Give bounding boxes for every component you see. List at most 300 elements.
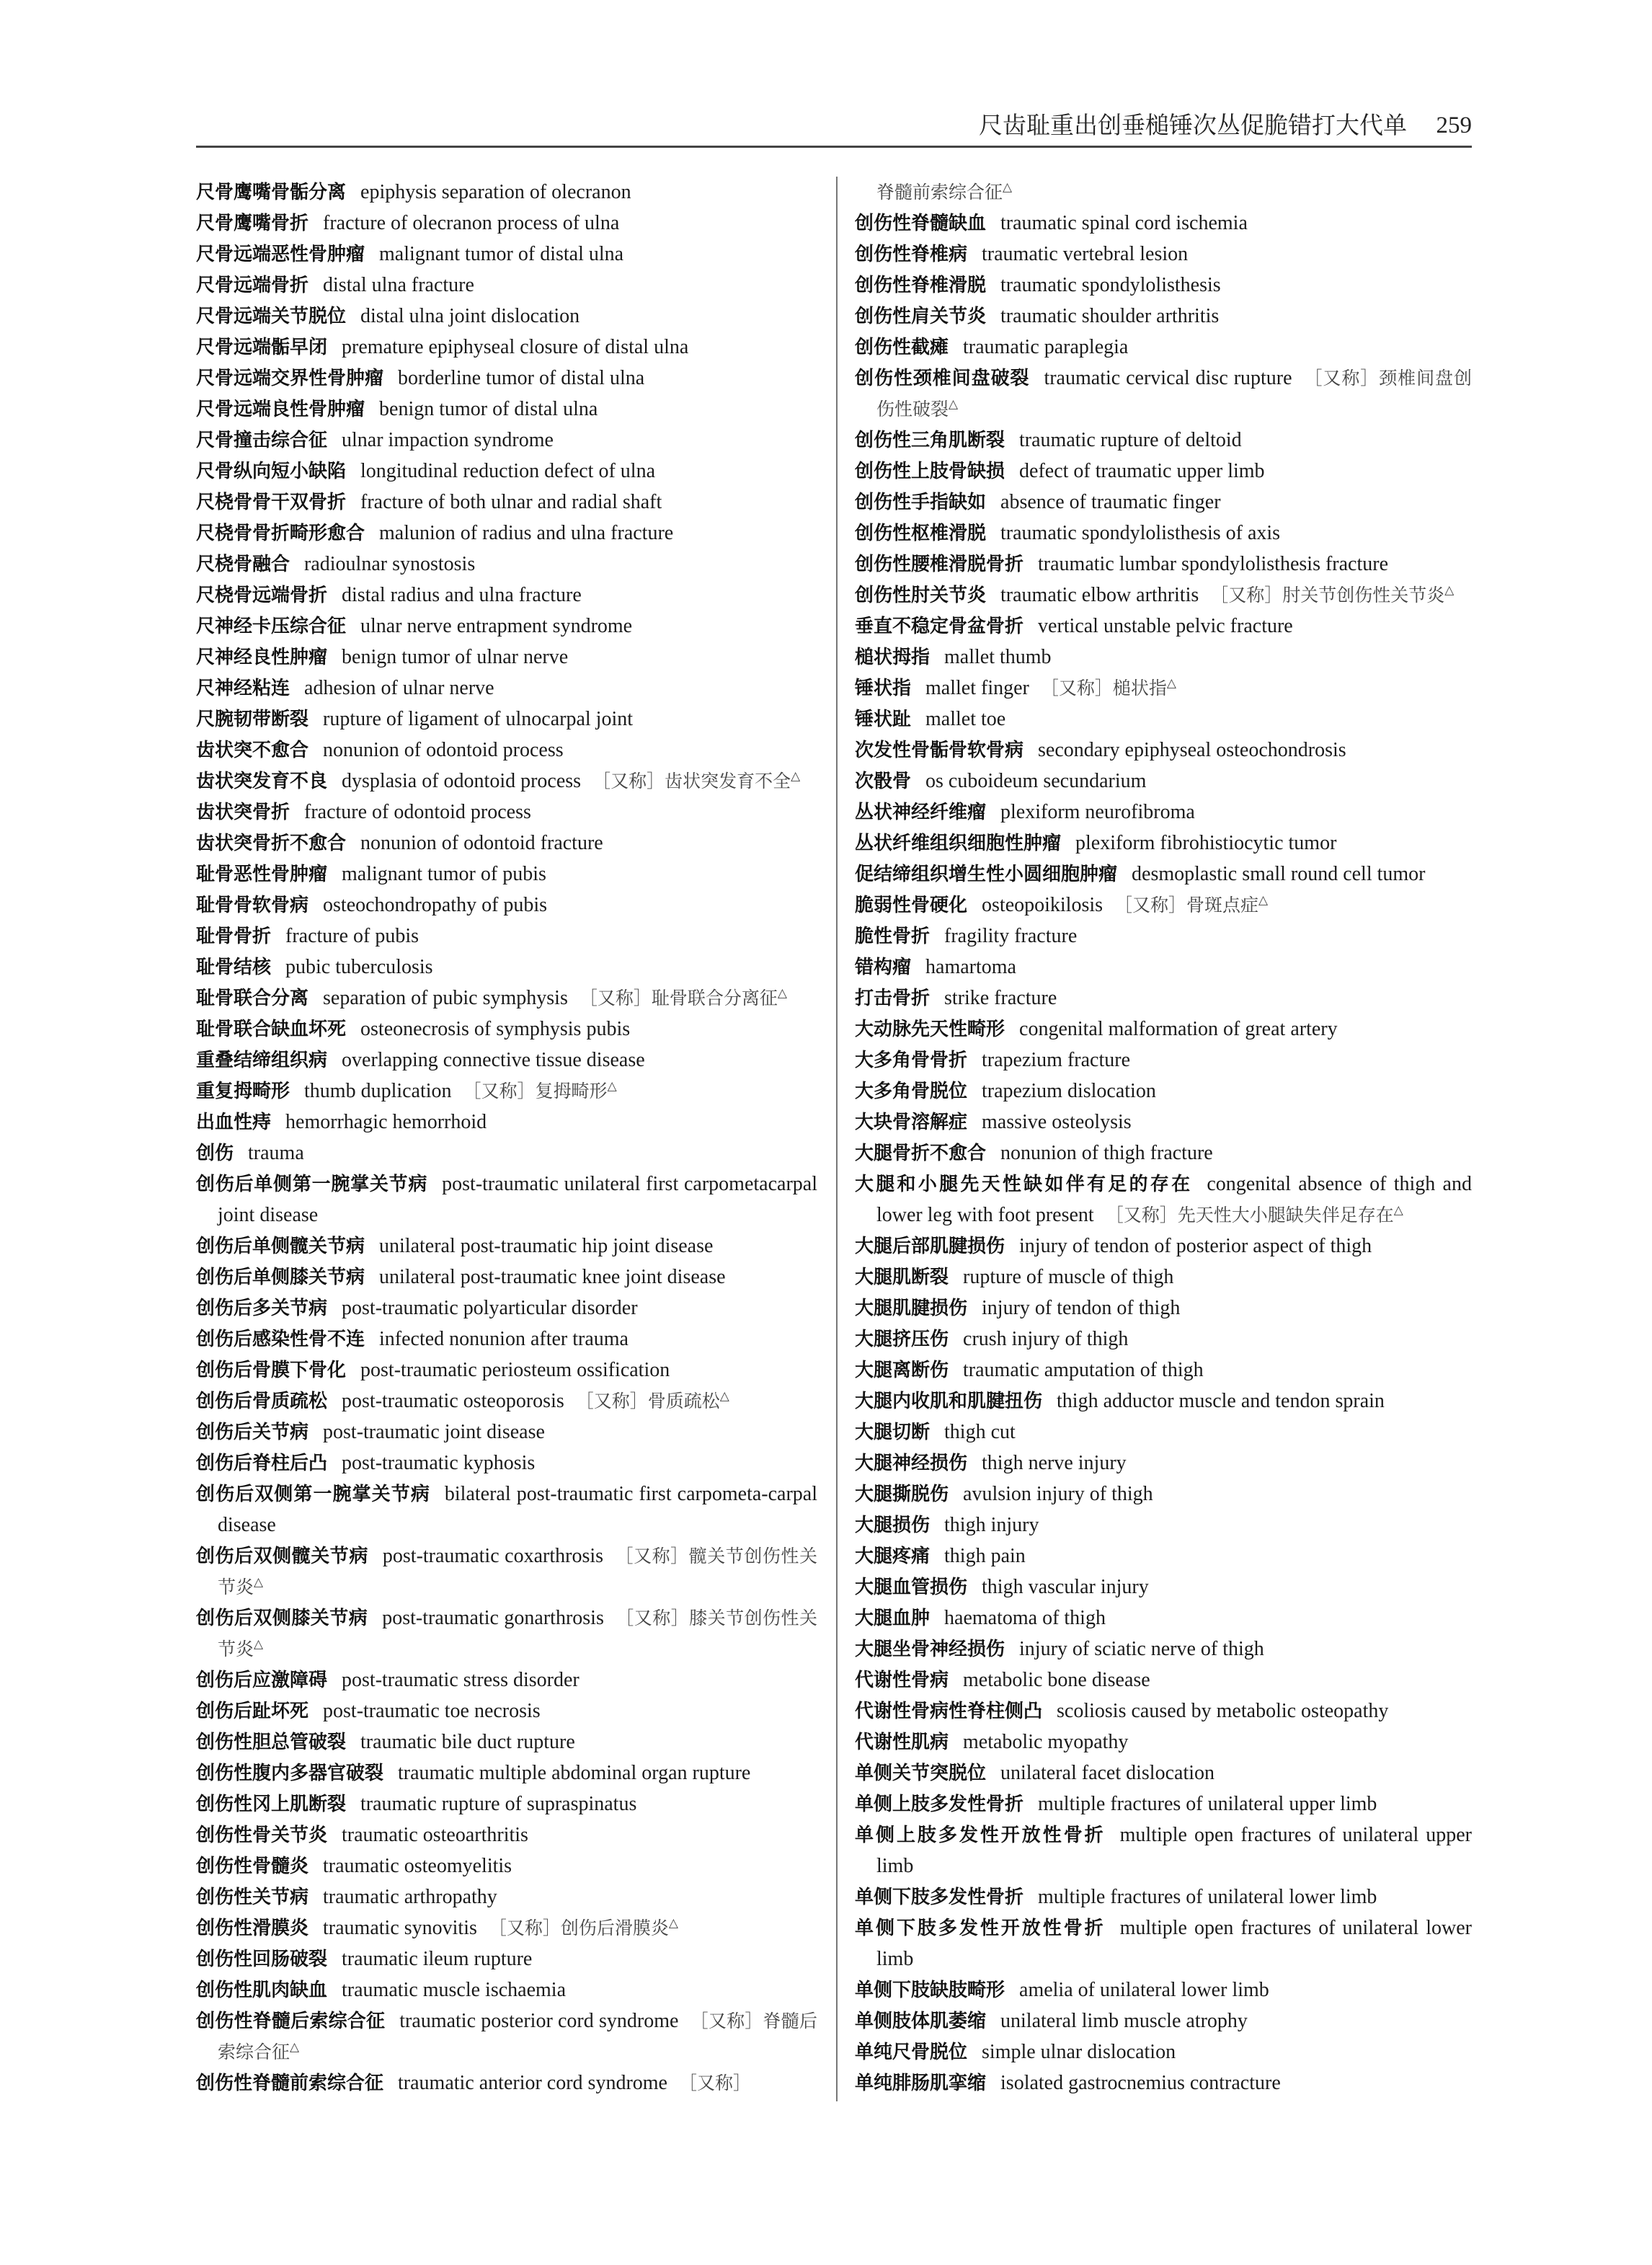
entry-term-chinese: 单侧关节突脱位 <box>855 1763 987 1784</box>
glossary-entry <box>855 1355 1472 1386</box>
column-divider <box>836 177 838 2101</box>
glossary-entry <box>196 859 817 890</box>
glossary-entry <box>855 673 1472 704</box>
glossary-entry <box>196 983 817 1014</box>
glossary-entry <box>855 332 1472 363</box>
entry-term-english: borderline tumor of distal ulna <box>398 367 645 389</box>
entry-term-chinese: 尺桡骨骨折畸形愈合 <box>196 523 365 544</box>
entry-term-english: congenital malformation of great artery <box>1019 1018 1338 1040</box>
glossary-entry <box>855 2036 1472 2067</box>
entry-term-english: traumatic elbow arthritis <box>1000 584 1199 606</box>
entry-term-english: metabolic bone disease <box>963 1669 1150 1691</box>
entry-term-chinese: 大腿坐骨神经损伤 <box>855 1639 1005 1660</box>
glossary-entry <box>855 611 1472 642</box>
entry-term-chinese: 尺骨远端骨折 <box>196 275 309 296</box>
glossary-entry <box>855 1758 1472 1788</box>
triangle-mark: △ <box>254 1574 264 1589</box>
glossary-entry <box>196 301 817 332</box>
glossary-entry <box>855 239 1472 270</box>
glossary-entry <box>855 1169 1472 1231</box>
entry-term-chinese: 大腿肌腱损伤 <box>855 1298 968 1319</box>
entry-term-english: malignant tumor of pubis <box>342 863 546 885</box>
glossary-entry <box>196 1696 817 1727</box>
page-header <box>196 107 1472 144</box>
entry-term-chinese: 脆性骨折 <box>855 926 931 947</box>
entry-term-english: thigh pain <box>944 1545 1026 1567</box>
glossary-entry <box>196 611 817 642</box>
entry-term-chinese: 尺骨远端恶性骨肿瘤 <box>196 244 365 265</box>
entry-term-chinese: 创伤性上肢骨缺损 <box>855 461 1005 482</box>
entry-term-chinese: 创伤后多关节病 <box>196 1298 328 1319</box>
glossary-entry <box>855 1974 1472 2005</box>
entry-term-english: traumatic muscle ischaemia <box>342 1979 566 2001</box>
entry-term-english: post-traumatic toe necrosis <box>323 1700 541 1722</box>
entry-alias: ［又称］槌状指 <box>1040 678 1167 699</box>
glossary-entry <box>196 1448 817 1479</box>
entry-term-chinese: 创伤后骨质疏松 <box>196 1391 328 1412</box>
glossary-entry <box>196 673 817 704</box>
glossary-entry <box>196 828 817 859</box>
glossary-entry <box>855 859 1472 890</box>
header-rule <box>196 146 1472 148</box>
entry-term-english: amelia of unilateral lower limb <box>1019 1979 1269 2001</box>
glossary-entry <box>855 456 1472 487</box>
glossary-entry <box>196 766 817 797</box>
entry-term-chinese: 创伤性脊髓前索综合征 <box>196 2073 384 2094</box>
entry-term-chinese: 大腿肌断裂 <box>855 1267 949 1288</box>
glossary-entry <box>855 1324 1472 1355</box>
glossary-entry <box>855 1727 1472 1758</box>
entry-term-english: traumatic spondylolisthesis of axis <box>1000 522 1281 544</box>
glossary-entry <box>855 425 1472 456</box>
entry-term-chinese: 耻骨结核 <box>196 957 272 978</box>
entry-term-chinese: 大腿损伤 <box>855 1515 931 1536</box>
entry-term-english: traumatic arthropathy <box>323 1886 497 1908</box>
glossary-entry <box>855 1819 1472 1881</box>
entry-term-chinese: 创伤性滑膜炎 <box>196 1918 309 1939</box>
entry-term-english: ulnar impaction syndrome <box>342 429 554 451</box>
entry-term-chinese: 尺骨远端关节脱位 <box>196 306 347 327</box>
entry-term-english: nonunion of odontoid fracture <box>360 832 603 854</box>
entry-term-english: simple ulnar dislocation <box>982 2041 1176 2063</box>
entry-term-chinese: 单侧上肢多发性骨折 <box>855 1794 1024 1815</box>
entry-term-chinese: 创伤性脊椎滑脱 <box>855 275 987 296</box>
entry-term-english: thigh nerve injury <box>982 1452 1127 1474</box>
glossary-entry <box>196 487 817 518</box>
glossary-entry <box>196 1355 817 1386</box>
entry-alias: ［又称］髋关节创伤性关节炎 <box>218 1546 817 1597</box>
entry-term-chinese: 大块骨溶解症 <box>855 1112 968 1133</box>
entry-term-chinese: 尺腕韧带断裂 <box>196 709 309 730</box>
glossary-entry <box>196 1231 817 1262</box>
glossary-entry <box>855 1448 1472 1479</box>
glossary-entry <box>855 1076 1472 1107</box>
left-column <box>196 177 817 2098</box>
entry-term-chinese: 创伤性截瘫 <box>855 337 949 358</box>
entry-term-chinese: 创伤性胆总管破裂 <box>196 1732 347 1753</box>
glossary-entry <box>196 456 817 487</box>
entry-term-english: epiphysis separation of olecranon <box>360 181 631 203</box>
glossary-entry <box>196 1758 817 1788</box>
triangle-mark: △ <box>254 1636 264 1651</box>
entry-term-chinese: 耻骨骨软骨病 <box>196 895 309 916</box>
entry-term-english: traumatic multiple abdominal organ rupture <box>398 1762 751 1784</box>
entry-term-english: traumatic osteoarthritis <box>342 1824 528 1846</box>
entry-alias: ［又称］肘关节创伤性关节炎 <box>1210 585 1445 606</box>
entry-term-chinese: 促结缔组织增生性小圆细胞肿瘤 <box>855 864 1118 885</box>
entry-term-chinese: 尺桡骨融合 <box>196 554 290 575</box>
entry-term-chinese: 尺骨鹰嘴骨骺分离 <box>196 182 347 203</box>
entry-alias: ［又称］颈椎间盘创伤性破裂 <box>876 368 1472 420</box>
triangle-mark: △ <box>791 768 801 783</box>
glossary-entry <box>855 1788 1472 1819</box>
glossary-entry <box>855 766 1472 797</box>
entry-term-chinese: 大腿血管损伤 <box>855 1577 968 1598</box>
entry-term-english: traumatic ileum rupture <box>342 1948 533 1970</box>
entry-term-chinese: 锤状趾 <box>855 709 912 730</box>
glossary-entry <box>196 1850 817 1881</box>
glossary-entry <box>855 208 1472 239</box>
entry-term-chinese: 创伤后双侧第一腕掌关节病 <box>196 1484 430 1505</box>
entry-term-english: traumatic cervical disc rupture <box>1044 367 1292 389</box>
triangle-mark: △ <box>719 1388 729 1403</box>
entry-term-chinese: 丛状纤维组织细胞性肿瘤 <box>855 833 1062 854</box>
entry-term-chinese: 错构瘤 <box>855 957 912 978</box>
glossary-entry <box>196 1665 817 1696</box>
entry-term-chinese: 大腿后部肌腱损伤 <box>855 1236 1005 1257</box>
glossary-entry <box>196 1881 817 1912</box>
glossary-entry <box>855 1231 1472 1262</box>
entry-term-chinese: 次发性骨骺骨软骨病 <box>855 740 1024 761</box>
glossary-entry <box>855 363 1472 425</box>
entry-term-chinese: 大腿内收肌和肌腱扭伤 <box>855 1391 1043 1412</box>
glossary-entry <box>196 2005 817 2067</box>
entry-term-english: multiple open fractures of unilateral upper limb <box>876 1824 1472 1877</box>
entry-term-english: separation of pubic symphysis <box>323 987 568 1009</box>
entry-term-english: osteochondropathy of pubis <box>323 894 548 916</box>
entry-term-chinese: 大动脉先天性畸形 <box>855 1019 1005 1040</box>
entry-term-chinese: 创伤性关节病 <box>196 1887 309 1908</box>
triangle-mark: △ <box>668 1915 678 1930</box>
glossary-entry <box>196 1417 817 1448</box>
entry-term-english: post-traumatic osteoporosis <box>342 1390 564 1412</box>
entry-term-chinese: 单侧下肢多发性开放性骨折 <box>855 1918 1106 1939</box>
glossary-entry <box>855 983 1472 1014</box>
entry-term-english: unilateral facet dislocation <box>1000 1762 1214 1784</box>
glossary-entry <box>196 208 817 239</box>
entry-alias: ［又称］骨斑点症 <box>1114 895 1259 916</box>
glossary-entry <box>196 425 817 456</box>
entry-term-english: multiple open fractures of unilateral lower limb <box>876 1917 1472 1970</box>
glossary-entry <box>855 1417 1472 1448</box>
entry-term-english: thigh cut <box>944 1421 1016 1443</box>
entry-term-english: post-traumatic joint disease <box>323 1421 545 1443</box>
entry-term-english: post-traumatic kyphosis <box>342 1452 536 1474</box>
triangle-mark: △ <box>607 1078 617 1093</box>
glossary-entry <box>196 1386 817 1417</box>
entry-term-english: longitudinal reduction defect of ulna <box>360 460 655 482</box>
glossary-entry <box>196 1138 817 1169</box>
entry-term-english: radioulnar synostosis <box>304 553 476 575</box>
glossary-entry <box>196 394 817 425</box>
entry-term-chinese: 尺骨撞击综合征 <box>196 430 328 451</box>
triangle-mark: △ <box>1444 582 1455 597</box>
entry-term-english: traumatic spondylolisthesis <box>1000 274 1221 296</box>
glossary-entry <box>855 1665 1472 1696</box>
glossary-entry <box>855 518 1472 549</box>
entry-term-chinese: 创伤后双侧膝关节病 <box>196 1608 368 1629</box>
entry-term-chinese: 大腿骨折不愈合 <box>855 1143 987 1164</box>
entry-term-chinese: 大腿疼痛 <box>855 1546 931 1567</box>
entry-term-english: nonunion of thigh fracture <box>1000 1142 1213 1164</box>
entry-term-english: os cuboideum secundarium <box>925 770 1147 792</box>
entry-alias: ［又称］创伤后滑膜炎 <box>488 1918 669 1938</box>
entry-term-chinese: 齿状突骨折 <box>196 802 290 823</box>
entry-term-chinese: 耻骨联合分离 <box>196 988 309 1009</box>
entry-term-english: premature epiphyseal closure of distal ulna <box>342 336 689 358</box>
glossary-entry <box>855 270 1472 301</box>
entry-alias: ［又称］耻骨联合分离征 <box>579 988 778 1009</box>
entry-term-english: metabolic myopathy <box>963 1731 1129 1753</box>
glossary-entry <box>855 2005 1472 2036</box>
entry-term-chinese: 创伤性回肠破裂 <box>196 1949 328 1970</box>
entry-term-chinese: 丛状神经纤维瘤 <box>855 802 987 823</box>
glossary-entry <box>855 735 1472 766</box>
glossary-entry <box>855 890 1472 921</box>
glossary-entry <box>855 1262 1472 1293</box>
entry-term-chinese: 齿状突骨折不愈合 <box>196 833 347 854</box>
entry-term-english: post-traumatic coxarthrosis <box>382 1545 604 1567</box>
glossary-entry <box>855 1696 1472 1727</box>
entry-term-english: thumb duplication <box>304 1080 452 1102</box>
entry-term-chinese: 尺骨纵向短小缺陷 <box>196 461 347 482</box>
entry-term-english: secondary epiphyseal osteochondrosis <box>1038 739 1346 761</box>
entry-term-english: injury of tendon of posterior aspect of thigh <box>1019 1235 1372 1257</box>
entry-term-english: ulnar nerve entrapment syndrome <box>360 615 633 637</box>
entry-term-chinese: 尺神经粘连 <box>196 678 290 699</box>
entry-term-english: unilateral post-traumatic hip joint disease <box>379 1235 714 1257</box>
entry-term-english: traumatic paraplegia <box>963 336 1129 358</box>
entry-alias: 脊髓前索综合征 <box>876 182 1003 203</box>
entry-term-chinese: 尺骨远端良性骨肿瘤 <box>196 399 365 420</box>
glossary-entry <box>855 797 1472 828</box>
glossary-entry <box>196 1262 817 1293</box>
entry-term-english: thigh adductor muscle and tendon sprain <box>1057 1390 1385 1412</box>
entry-term-english: injury of tendon of thigh <box>982 1297 1181 1319</box>
entry-term-chinese: 创伤后关节病 <box>196 1422 309 1443</box>
entry-term-english: post-traumatic stress disorder <box>342 1669 579 1691</box>
entry-term-english: post-traumatic periosteum ossification <box>360 1359 670 1381</box>
entry-term-english: traumatic shoulder arthritis <box>1000 305 1220 327</box>
entry-term-chinese: 大腿撕脱伤 <box>855 1484 949 1505</box>
entry-term-english: trapezium fracture <box>982 1049 1130 1071</box>
entry-term-chinese: 创伤性腰椎滑脱骨折 <box>855 554 1024 575</box>
glossary-entry <box>196 2067 817 2098</box>
triangle-mark: △ <box>290 2039 300 2054</box>
glossary-entry <box>855 642 1472 673</box>
entry-term-chinese: 创伤性手指缺如 <box>855 492 987 513</box>
entry-term-english: hamartoma <box>925 956 1016 978</box>
glossary-entry <box>196 270 817 301</box>
entry-term-english: fragility fracture <box>944 925 1078 947</box>
glossary-entry <box>855 1293 1472 1324</box>
triangle-mark: △ <box>1003 179 1013 194</box>
right-column <box>855 177 1472 2098</box>
glossary-entry <box>196 1974 817 2005</box>
entry-term-chinese: 尺桡骨远端骨折 <box>196 585 328 606</box>
glossary-entry <box>196 921 817 952</box>
entry-term-english: massive osteolysis <box>982 1111 1132 1133</box>
entry-term-english: multiple fractures of unilateral upper limb <box>1038 1793 1377 1815</box>
entry-term-english: bilateral post-traumatic first carpometa-carpal disease <box>218 1483 817 1536</box>
entry-term-chinese: 尺骨远端骺早闭 <box>196 337 328 358</box>
entry-term-english: avulsion injury of thigh <box>963 1483 1153 1505</box>
entry-term-english: trauma <box>248 1142 304 1164</box>
entry-term-chinese: 大腿离断伤 <box>855 1360 949 1381</box>
entry-term-chinese: 创伤性骨关节炎 <box>196 1825 328 1846</box>
glossary-entry <box>855 549 1472 580</box>
glossary-entry <box>196 1943 817 1974</box>
entry-term-english: unilateral limb muscle atrophy <box>1000 2010 1248 2032</box>
entry-term-english: congenital absence of thigh and lower leg with foot present <box>876 1173 1472 1226</box>
entry-term-chinese: 创伤后骨膜下骨化 <box>196 1360 347 1381</box>
entry-term-chinese: 槌状拇指 <box>855 647 931 668</box>
glossary-entry <box>855 1386 1472 1417</box>
entry-term-chinese: 创伤 <box>196 1143 234 1164</box>
entry-term-english: unilateral post-traumatic knee joint disease <box>379 1266 726 1288</box>
glossary-entry <box>196 1479 817 1541</box>
entry-term-chinese: 次骰骨 <box>855 771 912 792</box>
entry-term-english: traumatic vertebral lesion <box>982 243 1189 265</box>
glossary-entry <box>196 518 817 549</box>
entry-term-english: dysplasia of odontoid process <box>342 770 582 792</box>
entry-term-english: crush injury of thigh <box>963 1328 1129 1350</box>
glossary-entry <box>855 1014 1472 1045</box>
glossary-entry <box>855 921 1472 952</box>
entry-term-chinese: 创伤性脊髓后索综合征 <box>196 2011 386 2032</box>
glossary-entry <box>196 580 817 611</box>
entry-term-english: traumatic rupture of deltoid <box>1019 429 1242 451</box>
entry-term-chinese: 尺神经良性肿瘤 <box>196 647 328 668</box>
entry-term-chinese: 重叠结缔组织病 <box>196 1050 328 1071</box>
entry-term-chinese: 创伤性肌肉缺血 <box>196 1980 328 2001</box>
entry-term-chinese: 代谢性骨病 <box>855 1670 949 1691</box>
glossary-entry <box>196 1603 817 1665</box>
entry-term-chinese: 代谢性骨病性脊柱侧凸 <box>855 1701 1043 1722</box>
entry-term-english: adhesion of ulnar nerve <box>304 677 494 699</box>
entry-alias: ［又称］膝关节创伤性关节炎 <box>218 1608 817 1659</box>
entry-term-chinese: 创伤性三角肌断裂 <box>855 430 1005 451</box>
entry-term-english: thigh injury <box>944 1514 1039 1536</box>
entry-term-english: plexiform neurofibroma <box>1000 801 1195 823</box>
triangle-mark: △ <box>949 396 959 411</box>
entry-term-english: post-traumatic polyarticular disorder <box>342 1297 638 1319</box>
glossary-entry <box>196 1169 817 1231</box>
entry-term-english: osteonecrosis of symphysis pubis <box>360 1018 631 1040</box>
glossary-entry <box>855 1634 1472 1665</box>
entry-term-english: fracture of both ulnar and radial shaft <box>360 491 662 513</box>
entry-term-chinese: 创伤后单侧髋关节病 <box>196 1236 365 1257</box>
glossary-entry <box>196 1819 817 1850</box>
entry-term-english: scoliosis caused by metabolic osteopathy <box>1057 1700 1389 1722</box>
glossary-entry <box>196 952 817 983</box>
entry-term-chinese: 创伤后单侧第一腕掌关节病 <box>196 1174 428 1195</box>
entry-term-chinese: 单纯腓肠肌挛缩 <box>855 2073 987 2094</box>
entry-term-english: traumatic posterior cord syndrome <box>399 2010 679 2032</box>
entry-term-english: isolated gastrocnemius contracture <box>1000 2072 1281 2094</box>
entry-term-english: multiple fractures of unilateral lower limb <box>1038 1886 1377 1908</box>
entry-term-english: rupture of muscle of thigh <box>963 1266 1174 1288</box>
entry-term-english: mallet thumb <box>944 646 1052 668</box>
entry-term-chinese: 大腿切断 <box>855 1422 931 1443</box>
entry-term-english: distal ulna joint dislocation <box>360 305 580 327</box>
entry-term-english: overlapping connective tissue disease <box>342 1049 645 1071</box>
entry-term-chinese: 创伤性腹内多器官破裂 <box>196 1763 384 1784</box>
entry-term-english: post-traumatic gonarthrosis <box>382 1607 604 1629</box>
entry-term-chinese: 大多角骨脱位 <box>855 1081 968 1102</box>
entry-term-english: fracture of olecranon process of ulna <box>323 212 620 234</box>
page-number: 259 <box>1436 112 1472 138</box>
entry-term-english: rupture of ligament of ulnocarpal joint <box>323 708 633 730</box>
glossary-entry <box>855 580 1472 611</box>
glossary-entry <box>855 177 1472 208</box>
entry-alias: ［又称］齿状突发育不全 <box>592 771 791 792</box>
glossary-entry <box>196 797 817 828</box>
entry-term-chinese: 单侧肢体肌萎缩 <box>855 2011 987 2032</box>
entry-alias: ［又称］复拇畸形 <box>463 1081 608 1102</box>
triangle-mark: △ <box>1258 892 1269 907</box>
entry-term-chinese: 创伤性枢椎滑脱 <box>855 523 987 544</box>
entry-term-chinese: 齿状突不愈合 <box>196 740 309 761</box>
glossary-entry <box>196 1541 817 1603</box>
entry-term-chinese: 创伤性骨髓炎 <box>196 1856 309 1877</box>
glossary-entry <box>855 1572 1472 1603</box>
entry-term-chinese: 耻骨恶性骨肿瘤 <box>196 864 328 885</box>
glossary-entry <box>196 890 817 921</box>
entry-term-english: traumatic anterior cord syndrome <box>398 2072 667 2094</box>
entry-term-chinese: 创伤性冈上肌断裂 <box>196 1794 347 1815</box>
triangle-mark: △ <box>1393 1202 1403 1217</box>
entry-alias: ［又称］骨质疏松 <box>575 1391 720 1411</box>
entry-term-chinese: 大多角骨骨折 <box>855 1050 968 1071</box>
entry-term-chinese: 创伤性肩关节炎 <box>855 306 987 327</box>
entry-term-english: traumatic amputation of thigh <box>963 1359 1204 1381</box>
entry-term-chinese: 尺骨鹰嘴骨折 <box>196 213 309 234</box>
entry-term-english: distal ulna fracture <box>323 274 474 296</box>
entry-term-chinese: 单侧下肢缺肢畸形 <box>855 1980 1005 2001</box>
entry-alias: ［又称］ <box>678 2073 751 2093</box>
entry-term-english: distal radius and ulna fracture <box>342 584 582 606</box>
entry-term-chinese: 创伤后脊柱后凸 <box>196 1453 328 1474</box>
entry-term-english: thigh vascular injury <box>982 1576 1149 1598</box>
glossary-entry <box>196 1912 817 1943</box>
entry-term-chinese: 创伤后感染性骨不连 <box>196 1329 365 1350</box>
glossary-entry <box>855 952 1472 983</box>
entry-term-chinese: 尺桡骨骨干双骨折 <box>196 492 347 513</box>
entry-alias: ［又称］先天性大小腿缺失伴足存在 <box>1105 1205 1394 1225</box>
glossary-entry <box>196 1324 817 1355</box>
glossary-entry <box>855 1510 1472 1541</box>
entry-term-chinese: 单纯尺骨脱位 <box>855 2042 968 2063</box>
glossary-entry <box>196 642 817 673</box>
entry-term-chinese: 创伤性脊椎病 <box>855 244 968 265</box>
entry-term-english: plexiform fibrohistiocytic tumor <box>1075 832 1337 854</box>
entry-term-chinese: 脆弱性骨硬化 <box>855 895 968 916</box>
glossary-entry <box>855 2067 1472 2098</box>
glossary-entry <box>196 1107 817 1138</box>
entry-term-chinese: 锤状指 <box>855 678 912 699</box>
entry-term-english: fracture of pubis <box>285 925 419 947</box>
